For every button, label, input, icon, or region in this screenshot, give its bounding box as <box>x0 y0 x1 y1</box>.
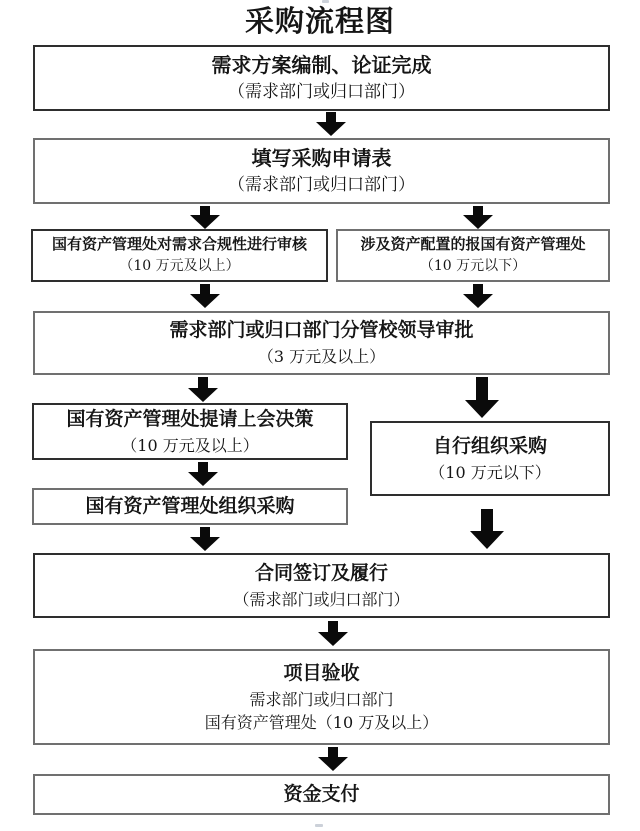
box-subtitle: （需求部门或归口部门） <box>233 589 410 609</box>
arrow-down-icon <box>463 284 493 308</box>
flow-box-fund-payment <box>33 774 610 815</box>
box-subtitle-2: 国有资产管理处（10 万及以上） <box>204 712 439 732</box>
page-title: 采购流程图 <box>244 4 395 38</box>
box-title: 国有资产管理处组织采购 <box>85 494 295 517</box>
box-title: 国有资产管理处提请上会决策 <box>66 407 314 430</box>
box-subtitle: （需求部门或归口部门） <box>228 82 415 103</box>
arrow-down-icon <box>188 462 218 486</box>
box-title: 项目验收 <box>283 662 360 685</box>
box-subtitle: （10 万元以下） <box>419 258 527 275</box>
flow-box-self-procurement <box>370 421 610 496</box>
stray-mark <box>315 824 323 827</box>
stray-mark <box>322 0 329 3</box>
arrow-down-icon <box>190 206 220 229</box>
arrow-down-icon <box>190 527 220 551</box>
arrow-down-icon <box>463 206 493 229</box>
arrow-down-icon <box>190 284 220 308</box>
box-title: 合同签订及履行 <box>254 561 388 584</box>
flow-box-contract-sign <box>33 553 610 618</box>
box-subtitle: （10 万元及以上） <box>121 435 259 455</box>
box-subtitle: （10 万元及以上） <box>119 258 240 275</box>
flow-box-compliance-review <box>31 229 328 282</box>
box-title: 国有资产管理处对需求合规性进行审核 <box>51 235 307 254</box>
box-title: 资金支付 <box>283 782 360 805</box>
arrow-down-icon <box>188 377 218 402</box>
arrow-down-icon <box>318 621 348 646</box>
box-title: 填写采购申请表 <box>251 146 392 171</box>
box-title: 需求部门或归口部门分管校领导审批 <box>169 319 474 342</box>
flow-box-fill-application <box>33 138 610 204</box>
flow-box-meeting-decision <box>32 403 348 460</box>
flow-box-org-procurement <box>32 488 348 525</box>
arrow-down-icon <box>470 509 504 549</box>
box-title: 涉及资产配置的报国有资产管理处 <box>360 235 586 254</box>
box-title: 自行组织采购 <box>432 434 547 457</box>
flow-box-leader-approval <box>33 311 610 375</box>
box-title: 需求方案编制、论证完成 <box>211 53 432 78</box>
arrow-down-icon <box>318 747 348 771</box>
box-subtitle: （3 万元及以上） <box>257 347 386 367</box>
arrow-down-icon <box>465 377 499 418</box>
flow-box-asset-config-report <box>336 229 610 282</box>
flow-box-demand-plan <box>33 45 610 111</box>
box-subtitle: 需求部门或归口部门 <box>249 690 394 710</box>
flow-box-project-acceptance <box>33 649 610 745</box>
arrow-down-icon <box>316 112 346 136</box>
box-subtitle: （需求部门或归口部门） <box>228 175 415 196</box>
box-subtitle: （10 万元以下） <box>429 462 551 482</box>
